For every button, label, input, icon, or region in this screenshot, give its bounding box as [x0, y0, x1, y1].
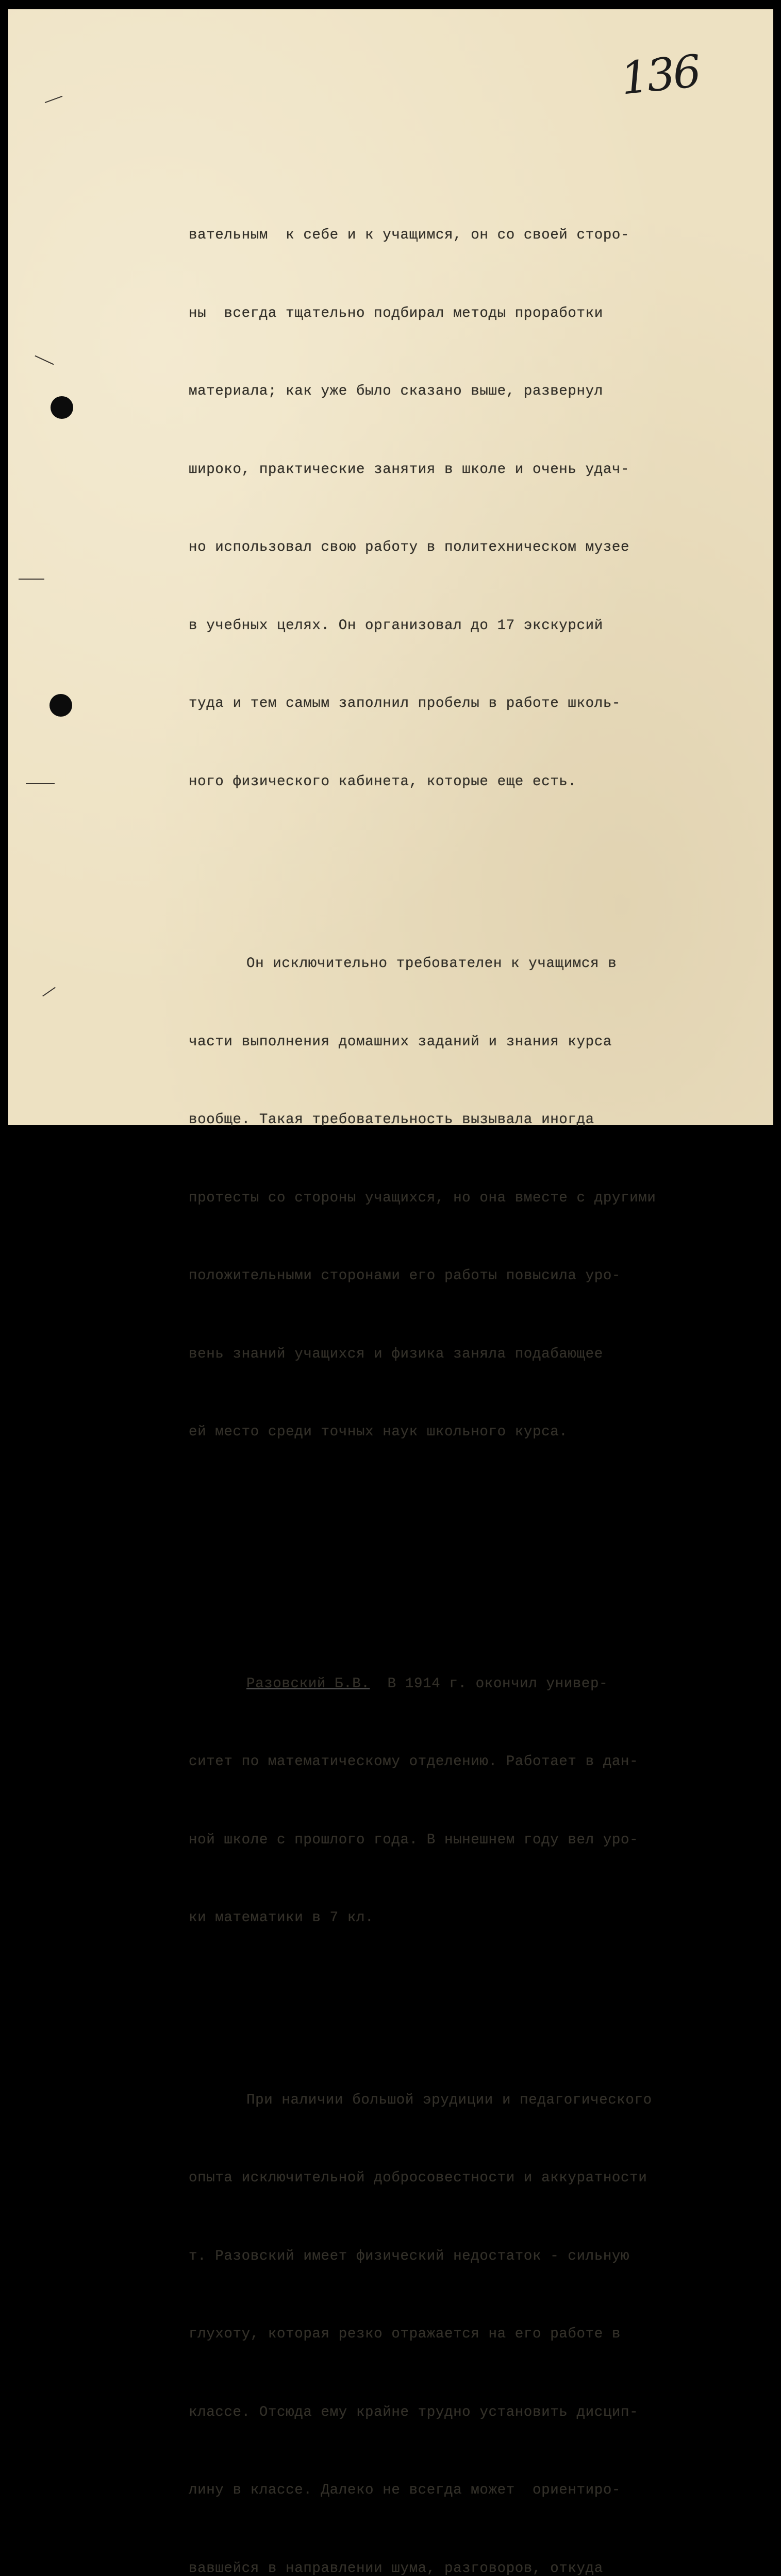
text-line: части выполнения домашних заданий и знания курса: [189, 1029, 761, 1056]
text-line: При наличии большой эрудиции и педагогического: [189, 2088, 761, 2114]
punch-hole-bottom: [49, 694, 72, 717]
text-line: Он исключительно требователен к учащимся в: [189, 951, 761, 977]
text-line: протесты со стороны учащихся, но она вместе с другими: [189, 1185, 761, 1212]
text-line: положительными сторонами его работы повысила уро-: [189, 1263, 761, 1290]
typed-text: [189, 118, 761, 2576]
text-line: ки математики в 7 кл.: [189, 1905, 761, 1931]
document-page: [8, 9, 773, 1125]
text-line: опыта исключительной добросовестности и аккуратности: [189, 2165, 761, 2192]
margin-mark: [45, 96, 63, 103]
teacher-name: Разовский Б.В.: [246, 1676, 370, 1692]
text-line: туда и тем самым заполнил пробелы в работе школь-: [189, 691, 761, 717]
text-fragment: В 1914 г. окончил универ-: [370, 1676, 608, 1692]
text-line: вень знаний учащихся и физика заняла подабающее: [189, 1342, 761, 1368]
text-line: глухоту, которая резко отражается на его работе в: [189, 2321, 761, 2348]
text-line: вообще. Такая требовательность вызывала иногда: [189, 1107, 761, 1133]
punch-hole-top: [51, 396, 73, 419]
margin-mark: [42, 987, 56, 997]
text-line: классе. Отсюда ему крайне трудно установить дисцип-: [189, 2400, 761, 2426]
text-line: ситет по математическому отделению. Работает в дан-: [189, 1749, 761, 1775]
margin-mark: [35, 355, 54, 365]
margin-mark: [19, 579, 44, 580]
text-line: лину в классе. Далеко не всегда может ориентиро-: [189, 2478, 761, 2504]
text-line: ей место среди точных наук школьного курса.: [189, 1419, 761, 1446]
text-line: широко, практические занятия в школе и очень удач-: [189, 457, 761, 483]
text-line: ного физического кабинета, которые еще есть.: [189, 769, 761, 795]
page-number: 136: [618, 45, 702, 105]
margin-mark: [26, 783, 55, 784]
text-line: вательным к себе и к учащимся, он со своей сторо-: [189, 223, 761, 249]
text-line: материала; как уже было сказано выше, развернул: [189, 379, 761, 405]
paragraph-2: [189, 899, 761, 1498]
text-line: ны всегда тщательно подбирал методы проработки: [189, 301, 761, 327]
text-line: вавшейся в направлении шума, разговоров, откуда: [189, 2556, 761, 2576]
paragraph-spacing: [189, 1550, 761, 1567]
text-line: [189, 1671, 761, 1698]
paragraph-3: [189, 1619, 761, 1984]
paragraph-4: [189, 2036, 761, 2576]
paragraph-1: [189, 171, 761, 847]
text-line: т. Разовский имеет физический недостаток - сильную: [189, 2244, 761, 2270]
text-line: в учебных целях. Он организовал до 17 экскурсий: [189, 613, 761, 639]
text-line: но использовал свою работу в политехническом музее: [189, 535, 761, 561]
text-line: ной школе с прошлого года. В нынешнем году вел уро-: [189, 1827, 761, 1854]
